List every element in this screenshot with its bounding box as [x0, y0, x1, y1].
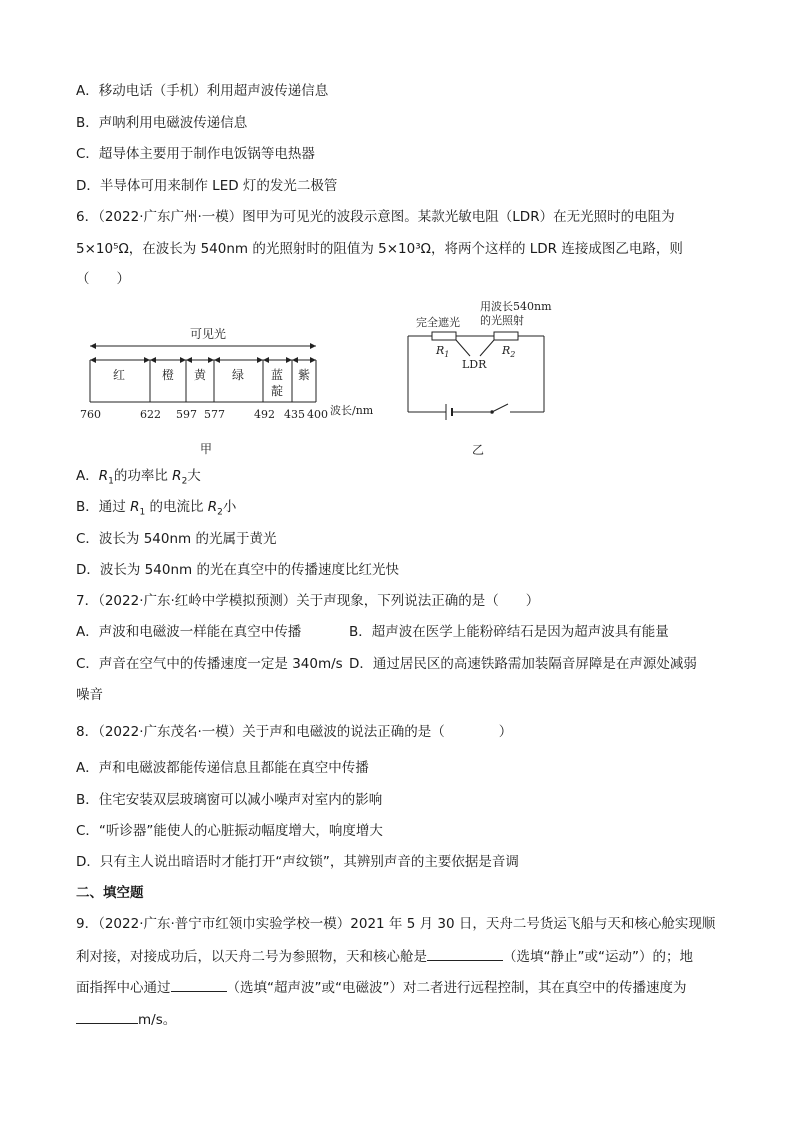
- q9-blank-2[interactable]: [171, 977, 227, 992]
- label-light-540nm-1: 用波长540nm: [480, 300, 552, 313]
- q6-stem-line3: （ ）: [76, 271, 130, 287]
- q9-blank-3[interactable]: [76, 1009, 138, 1024]
- q7-option-d: D．通过居民区的高速铁路需加装隔音屏障是在声源处减弱: [349, 656, 697, 672]
- q6-option-a: A．$R_1$的功率比 $R_2$大: [76, 468, 201, 487]
- band-blue: 蓝: [271, 368, 284, 382]
- q7-option-c: C．声音在空气中的传播速度一定是 340m/s: [76, 656, 343, 672]
- r1-label: $R_1$: [436, 344, 450, 359]
- q8-option-a: A．声和电磁波都能传递信息且都能在真空中传播: [76, 760, 369, 776]
- resistor-r2: [494, 332, 518, 340]
- tick-622: 622: [140, 408, 161, 421]
- section-heading-fill-blank: 二、填空题: [76, 885, 144, 901]
- q7-stem: 7．（2022·广东·红岭中学模拟预测）关于声现象，下列说法正确的是（ ）: [76, 593, 540, 609]
- q7-option-a: A．声波和电磁波一样能在真空中传播: [76, 624, 302, 640]
- q6-stem-line1: 6．（2022·广东广州·一模）图甲为可见光的波段示意图。某款光敏电阻（LDR）在无光照时的电阻为: [76, 209, 675, 225]
- band-green: 绿: [232, 368, 245, 382]
- q9-stem-line4: m/s。: [76, 1009, 176, 1029]
- figure-yi-circuit: [400, 292, 560, 460]
- band-yellow: 黄: [194, 368, 207, 382]
- q9-blank-1[interactable]: [427, 946, 503, 961]
- fig-jia-caption: 甲: [200, 442, 213, 456]
- q7-option-b: B．超声波在医学上能粉碎结石是因为超声波具有能量: [349, 624, 669, 640]
- q8-option-b: B．住宅安装双层玻璃窗可以减小噪声对室内的影响: [76, 792, 383, 808]
- r2-label: $R_2$: [502, 344, 516, 359]
- fig-jia-title: 可见光: [190, 327, 227, 341]
- q9-stem-line2: 利对接，对接成功后，以天舟二号为参照物，天和核心舱是 （选填“静止”或“运动”）的；地: [76, 946, 693, 966]
- band-indigo: 靛: [271, 384, 284, 398]
- tick-435: 435: [284, 408, 305, 421]
- q8-stem: 8．（2022·广东茂名·一模）关于声和电磁波的说法正确的是（ ）: [76, 724, 513, 740]
- tick-400: 400: [307, 408, 328, 421]
- resistor-r1: [432, 332, 456, 340]
- figure-jia-spectrum: [80, 320, 390, 460]
- q6-option-b: B．通过 $R_1$ 的电流比 $R_2$小: [76, 499, 237, 518]
- q8-option-d: D．只有主人说出暗语时才能打开“声纹锁”，其辨别声音的主要依据是音调: [76, 854, 519, 870]
- option-a: A．移动电话（手机）利用超声波传递信息: [76, 83, 329, 99]
- fig-yi-caption: 乙: [472, 443, 485, 457]
- band-red: 红: [113, 368, 126, 382]
- q6-option-d: D．波长为 540nm 的光在真空中的传播速度比红光快: [76, 562, 399, 578]
- tick-492: 492: [254, 408, 275, 421]
- switch: [492, 404, 508, 412]
- axis-label-wavelength: 波长/nm: [330, 404, 374, 417]
- ldr-label: LDR: [462, 358, 487, 371]
- option-c: C．超导体主要用于制作电饭锅等电热器: [76, 146, 315, 162]
- q9-stem-line1: 9．（2022·广东·普宁市红领巾实验学校一模）2021 年 5 月 30 日，天舟二号货运飞船与天和核心舱实现顺: [76, 916, 716, 932]
- option-d: D．半导体可用来制作 LED 灯的发光二极管: [76, 178, 338, 194]
- band-violet: 紫: [298, 368, 311, 382]
- tick-577: 577: [204, 408, 225, 421]
- q8-option-c: C．“听诊器”能使人的心脏振动幅度增大，响度增大: [76, 823, 383, 839]
- q6-option-c: C．波长为 540nm 的光属于黄光: [76, 531, 277, 547]
- label-fully-shaded: 完全遮光: [416, 316, 460, 329]
- tick-760: 760: [80, 408, 101, 421]
- label-light-540nm-2: 的光照射: [480, 314, 524, 327]
- q6-stem-line2: 5×10⁵Ω，在波长为 540nm 的光照射时的阻值为 5×10³Ω，将两个这样的 LDR 连接成图乙电路，则: [76, 241, 683, 257]
- tick-597: 597: [176, 408, 197, 421]
- band-orange: 橙: [162, 368, 175, 382]
- q7-option-d-cont: 噪音: [76, 687, 103, 703]
- q9-stem-line3: 面指挥中心通过 （选填“超声波”或“电磁波”）对二者进行远程控制，其在真空中的传播速度为: [76, 977, 686, 997]
- option-b: B．声呐利用电磁波传递信息: [76, 115, 248, 131]
